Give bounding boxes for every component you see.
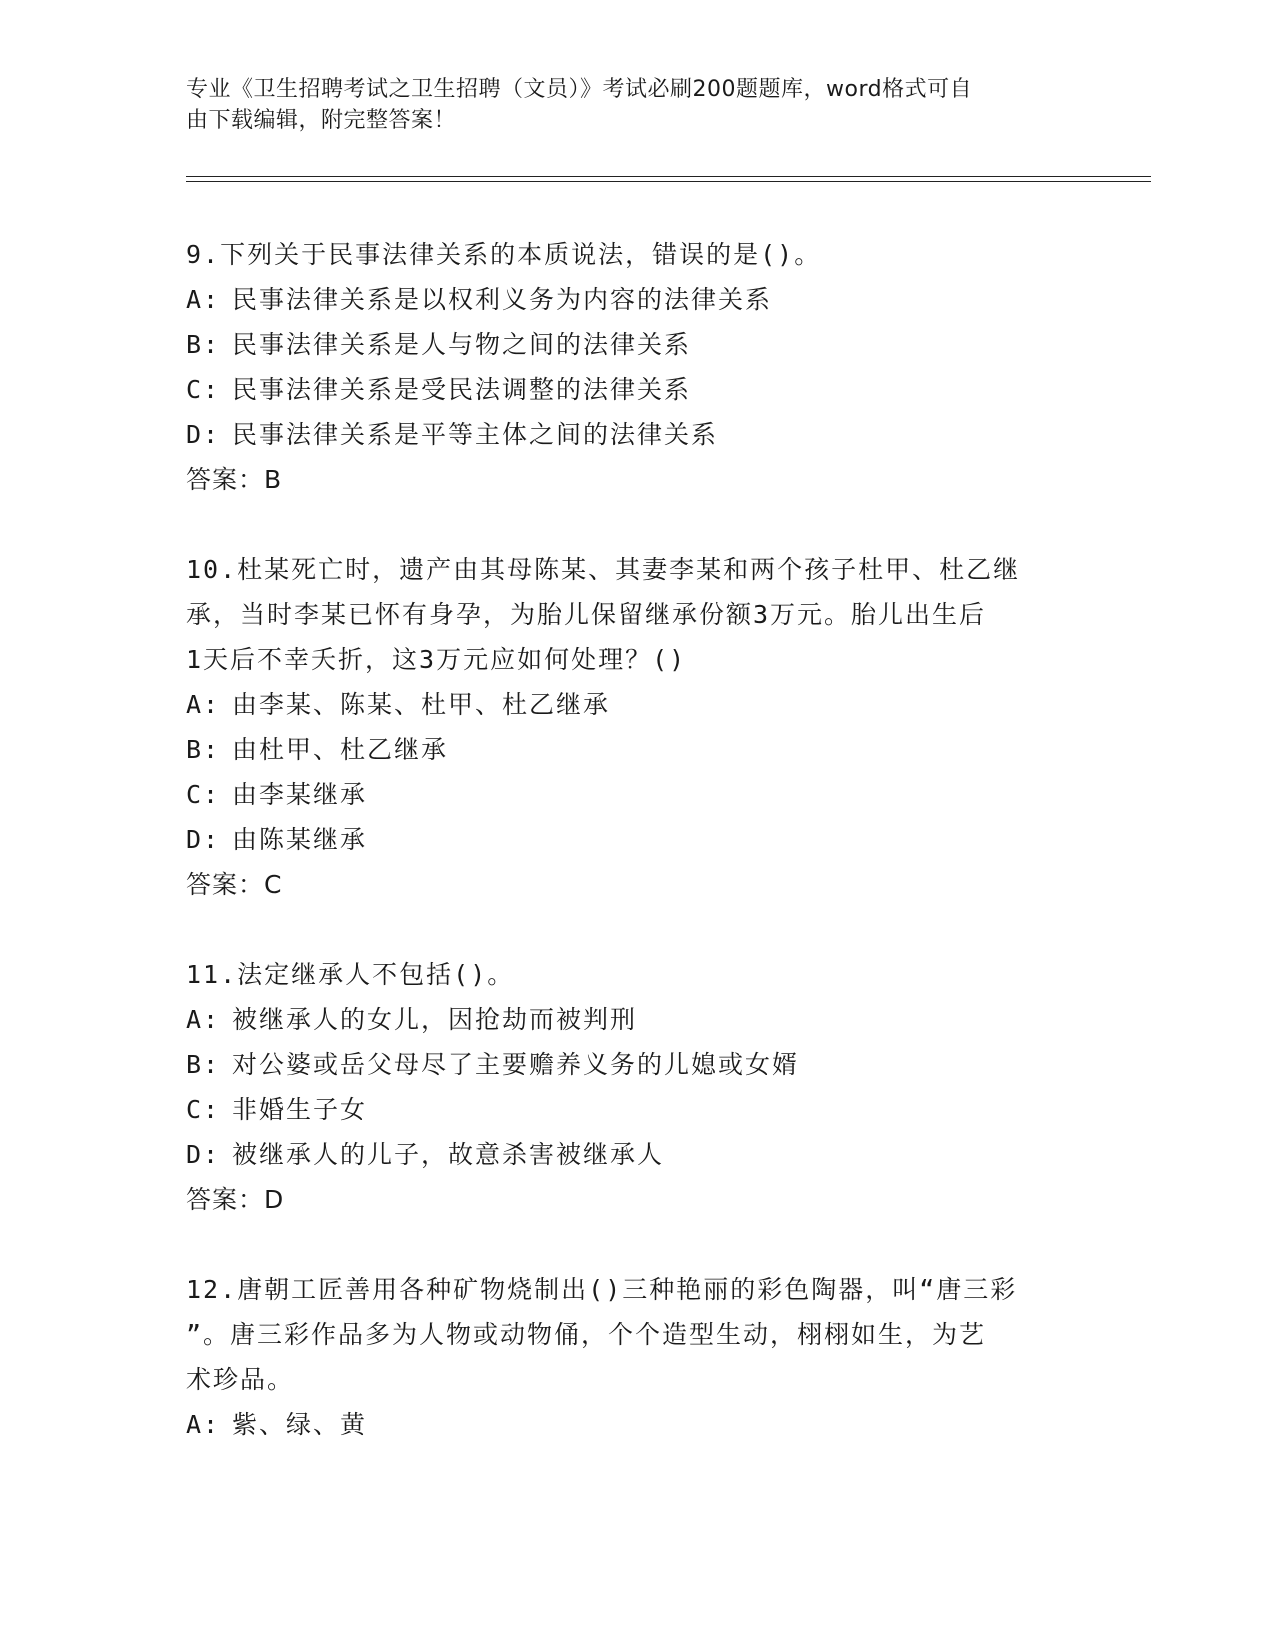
option-text: 民事法律关系是以权利义务为内容的法律关系	[232, 285, 773, 314]
option-d	[186, 1132, 1086, 1177]
option-letter: B:	[186, 1050, 221, 1079]
option-text: 由陈某继承	[232, 825, 368, 854]
option-text: 对公婆或岳父母尽了主要赡养义务的儿媳或女婿	[232, 1050, 800, 1079]
option-a	[186, 997, 1086, 1042]
option-d	[186, 412, 1086, 457]
question-stem-line: 11.法定继承人不包括()。	[186, 960, 515, 989]
header-line-1: 专业《卫生招聘考试之卫生招聘（文员）》考试必刷200题题库，word格式可自	[186, 77, 973, 102]
option-letter: A:	[186, 285, 221, 314]
option-letter: A:	[186, 690, 221, 719]
option-c	[186, 772, 1086, 817]
question-stem-line: 12.唐朝工匠善用各种矿物烧制出()三种艳丽的彩色陶器，叫“唐三彩	[186, 1275, 1018, 1304]
option-text: 被继承人的女儿，因抢劫而被判刑	[232, 1005, 638, 1034]
option-text: 由李某、陈某、杜甲、杜乙继承	[232, 690, 611, 719]
option-letter: D:	[186, 1140, 221, 1169]
question-list	[186, 232, 1086, 1492]
option-b	[186, 322, 1086, 367]
question-stem-line: 术珍品。	[186, 1365, 295, 1394]
question-stem-line: 10.杜某死亡时，遗产由其母陈某、其妻李某和两个孩子杜甲、杜乙继	[186, 555, 1021, 584]
option-b	[186, 1042, 1086, 1087]
option-text: 紫、绿、黄	[232, 1410, 368, 1439]
option-text: 非婚生子女	[232, 1095, 368, 1124]
header-divider-bottom	[186, 181, 1151, 182]
header-line-2: 由下载编辑，附完整答案！	[186, 108, 457, 133]
header-divider-top	[186, 176, 1151, 177]
option-text: 民事法律关系是平等主体之间的法律关系	[232, 420, 719, 449]
option-letter: D:	[186, 420, 221, 449]
option-c	[186, 367, 1086, 412]
option-letter: B:	[186, 735, 221, 764]
answer-label: 答案：D	[186, 1185, 285, 1214]
document-header-note	[186, 74, 1066, 136]
option-letter: A:	[186, 1410, 221, 1439]
option-text: 由杜甲、杜乙继承	[232, 735, 449, 764]
option-letter: C:	[186, 375, 221, 404]
question-11	[186, 952, 1086, 1222]
question-stem-line: ”。唐三彩作品多为人物或动物俑，个个造型生动，栩栩如生，为艺	[186, 1320, 987, 1349]
answer-label: 答案：C	[186, 870, 283, 899]
option-b	[186, 727, 1086, 772]
question-12	[186, 1267, 1086, 1447]
option-c	[186, 1087, 1086, 1132]
option-a	[186, 277, 1086, 322]
option-text: 由李某继承	[232, 780, 368, 809]
option-text: 民事法律关系是受民法调整的法律关系	[232, 375, 692, 404]
answer-label: 答案：B	[186, 465, 283, 494]
question-10	[186, 547, 1086, 907]
question-stem-line: 承，当时李某已怀有身孕，为胎儿保留继承份额3万元。胎儿出生后	[186, 600, 987, 629]
option-letter: C:	[186, 1095, 221, 1124]
option-a	[186, 1402, 1086, 1447]
option-letter: B:	[186, 330, 221, 359]
option-letter: A:	[186, 1005, 221, 1034]
option-letter: C:	[186, 780, 221, 809]
question-stem-line: 9.下列关于民事法律关系的本质说法，错误的是()。	[186, 240, 822, 269]
option-a	[186, 682, 1086, 727]
question-9	[186, 232, 1086, 502]
option-letter: D:	[186, 825, 221, 854]
option-d	[186, 817, 1086, 862]
question-stem-line: 1天后不幸夭折，这3万元应如何处理？()	[186, 645, 687, 674]
option-text: 被继承人的儿子，故意杀害被继承人	[232, 1140, 665, 1169]
option-text: 民事法律关系是人与物之间的法律关系	[232, 330, 692, 359]
